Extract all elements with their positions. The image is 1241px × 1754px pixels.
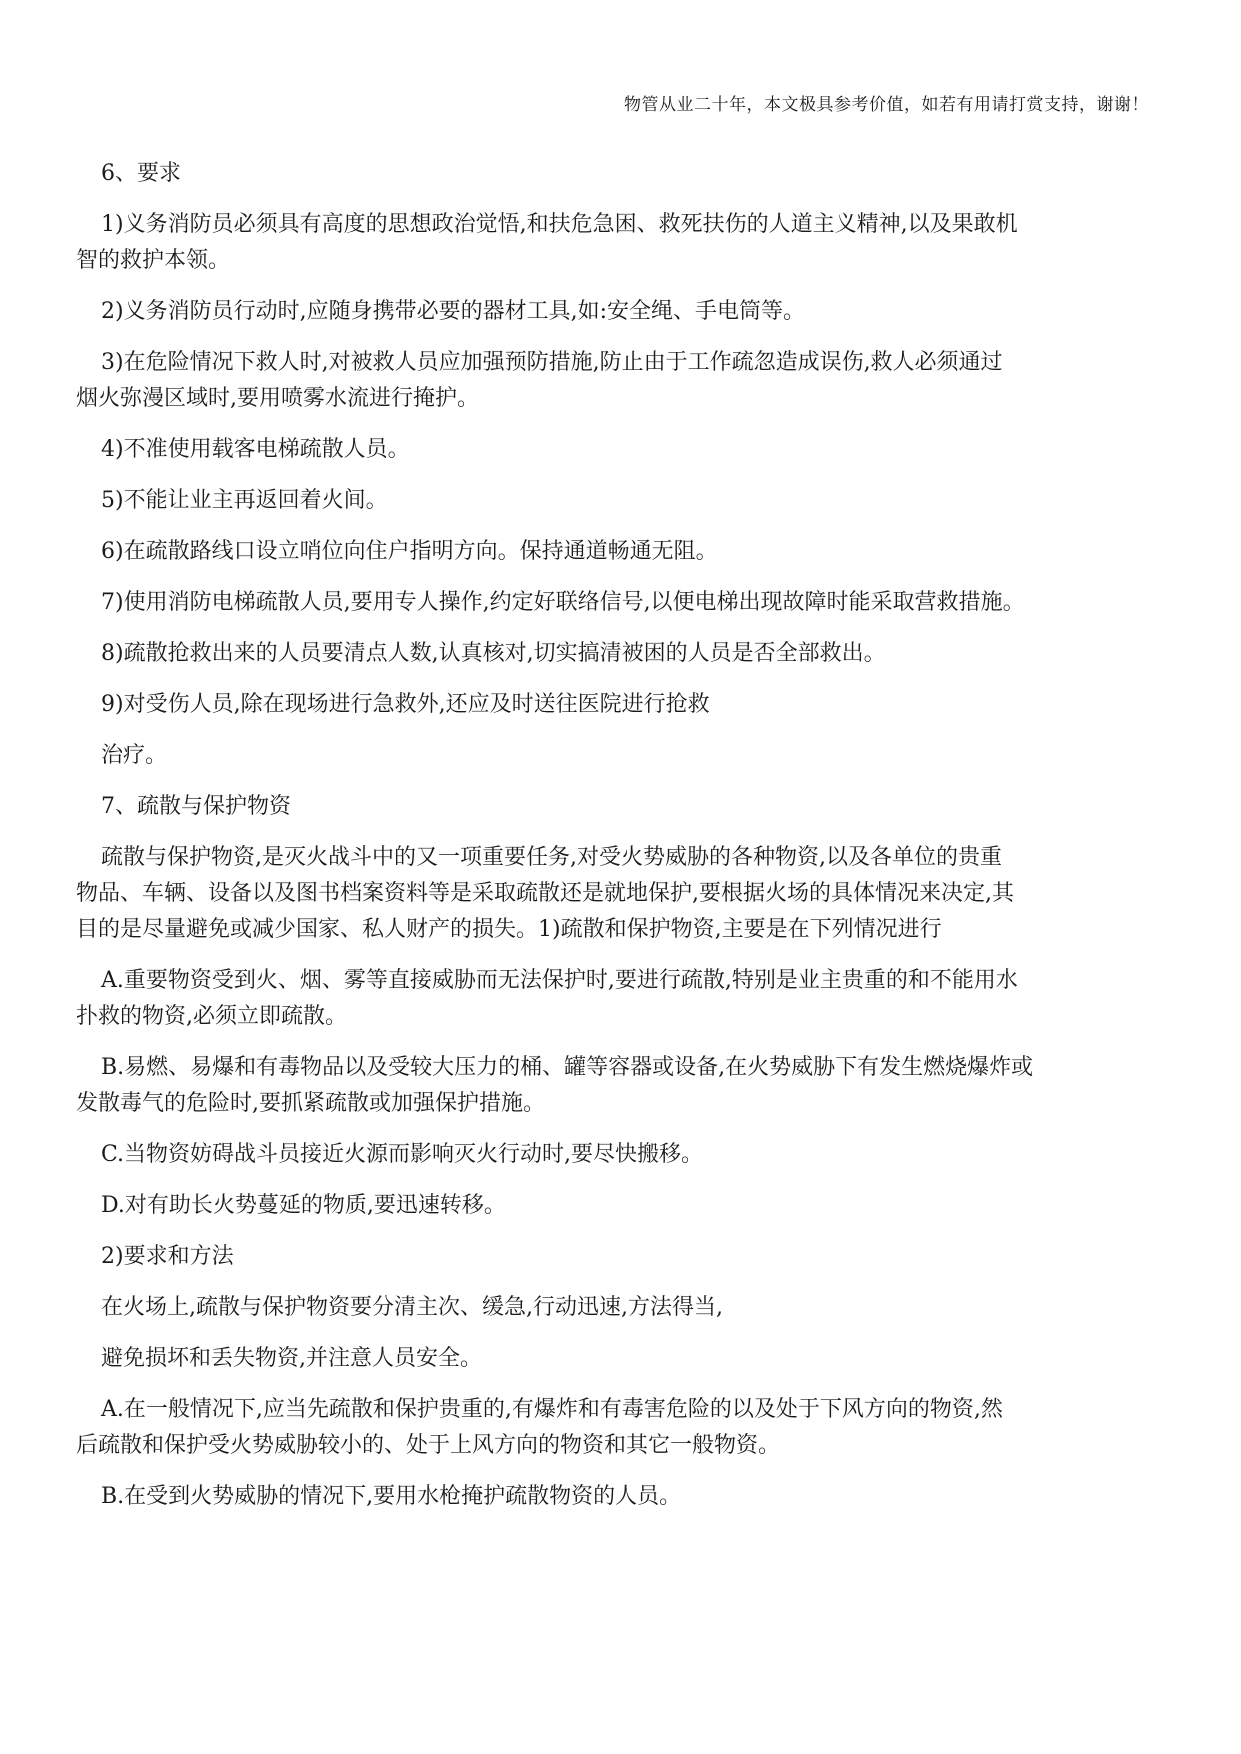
text-line: 治疗。: [101, 743, 168, 768]
text-line: 7)使用消防电梯疏散人员,要用专人操作,约定好联络信号,以便电梯出现故障时能采取营救措施。: [101, 590, 1025, 615]
paragraph: [101, 1137, 1159, 1173]
text-line: 目的是尽量避免或减少国家、私人财产的损失。1)疏散和保护物资,主要是在下列情况进行: [76, 917, 942, 942]
text-line: 4)不准使用载客电梯疏散人员。: [101, 437, 410, 462]
text-line: 7、疏散与保护物资: [101, 794, 291, 819]
text-line: 后疏散和保护受火势威胁较小的、处于上风方向的物资和其它一般物资。: [76, 1433, 781, 1458]
paragraph: [76, 1392, 1159, 1464]
text-line: B.在受到火势威胁的情况下,要用水枪掩护疏散物资的人员。: [101, 1484, 682, 1509]
paragraph: [101, 1239, 1159, 1275]
text-line: 在火场上,疏散与保护物资要分清主次、缓急,行动迅速,方法得当,: [101, 1295, 723, 1320]
paragraph: [101, 483, 1159, 519]
paragraph: [76, 963, 1159, 1035]
text-line: 扑救的物资,必须立即疏散。: [76, 1004, 347, 1029]
text-line: 发散毒气的危险时,要抓紧疏散或加强保护措施。: [76, 1091, 545, 1116]
header-note: 物管从业二十年，本文极具参考价值，如若有用请打赏支持，谢谢！: [624, 95, 1149, 115]
paragraph: [101, 1479, 1159, 1515]
paragraph: [76, 1050, 1159, 1122]
paragraph: [101, 1290, 1159, 1326]
paragraph: [101, 1341, 1159, 1377]
paragraph: [101, 294, 1159, 330]
text-line: 6)在疏散路线口设立哨位向住户指明方向。保持通道畅通无阻。: [101, 539, 718, 564]
paragraph: [101, 1188, 1159, 1224]
document-body: [76, 156, 1159, 1530]
paragraph: [101, 789, 1159, 825]
text-line: 6、要求: [101, 161, 181, 186]
paragraph: [101, 687, 1159, 723]
paragraph: [101, 585, 1159, 621]
text-line: 3)在危险情况下救人时,对被救人员应加强预防措施,防止由于工作疏忽造成误伤,救人必须通过: [101, 350, 1003, 375]
text-line: 2)要求和方法: [101, 1244, 234, 1269]
paragraph: [76, 345, 1159, 417]
text-line: C.当物资妨碍战斗员接近火源而影响灭火行动时,要尽快搬移。: [101, 1142, 704, 1167]
text-line: 智的救护本领。: [76, 248, 231, 273]
paragraph: [101, 432, 1159, 468]
text-line: A.重要物资受到火、烟、雾等直接威胁而无法保护时,要进行疏散,特别是业主贵重的和不能用水: [101, 968, 1018, 993]
text-line: D.对有助长火势蔓延的物质,要迅速转移。: [101, 1193, 506, 1218]
paragraph: [76, 207, 1159, 279]
paragraph: [76, 840, 1159, 948]
text-line: 9)对受伤人员,除在现场进行急救外,还应及时送往医院进行抢救: [101, 692, 710, 717]
paragraph: [101, 738, 1159, 774]
text-line: B.易燃、易爆和有毒物品以及受较大压力的桶、罐等容器或设备,在火势威胁下有发生燃烧爆炸或: [101, 1055, 1034, 1080]
text-line: 8)疏散抢救出来的人员要清点人数,认真核对,切实搞清被困的人员是否全部救出。: [101, 641, 886, 666]
text-line: 疏散与保护物资,是灭火战斗中的又一项重要任务,对受火势威胁的各种物资,以及各单位的贵重: [101, 845, 1002, 870]
paragraph: [101, 636, 1159, 672]
text-line: 避免损坏和丢失物资,并注意人员安全。: [101, 1346, 482, 1371]
text-line: 2)义务消防员行动时,应随身携带必要的器材工具,如:安全绳、手电筒等。: [101, 299, 805, 324]
text-line: 烟火弥漫区域时,要用喷雾水流进行掩护。: [76, 386, 479, 411]
text-line: 5)不能让业主再返回着火间。: [101, 488, 388, 513]
paragraph: [101, 156, 1159, 192]
text-line: 1)义务消防员必须具有高度的思想政治觉悟,和扶危急困、救死扶伤的人道主义精神,以及果敢机: [101, 212, 1018, 237]
paragraph: [101, 534, 1159, 570]
text-line: A.在一般情况下,应当先疏散和保护贵重的,有爆炸和有毒害危险的以及处于下风方向的物资,然: [101, 1397, 1003, 1422]
text-line: 物品、车辆、设备以及图书档案资料等是采取疏散还是就地保护,要根据火场的具体情况来决定,其: [76, 881, 1014, 906]
